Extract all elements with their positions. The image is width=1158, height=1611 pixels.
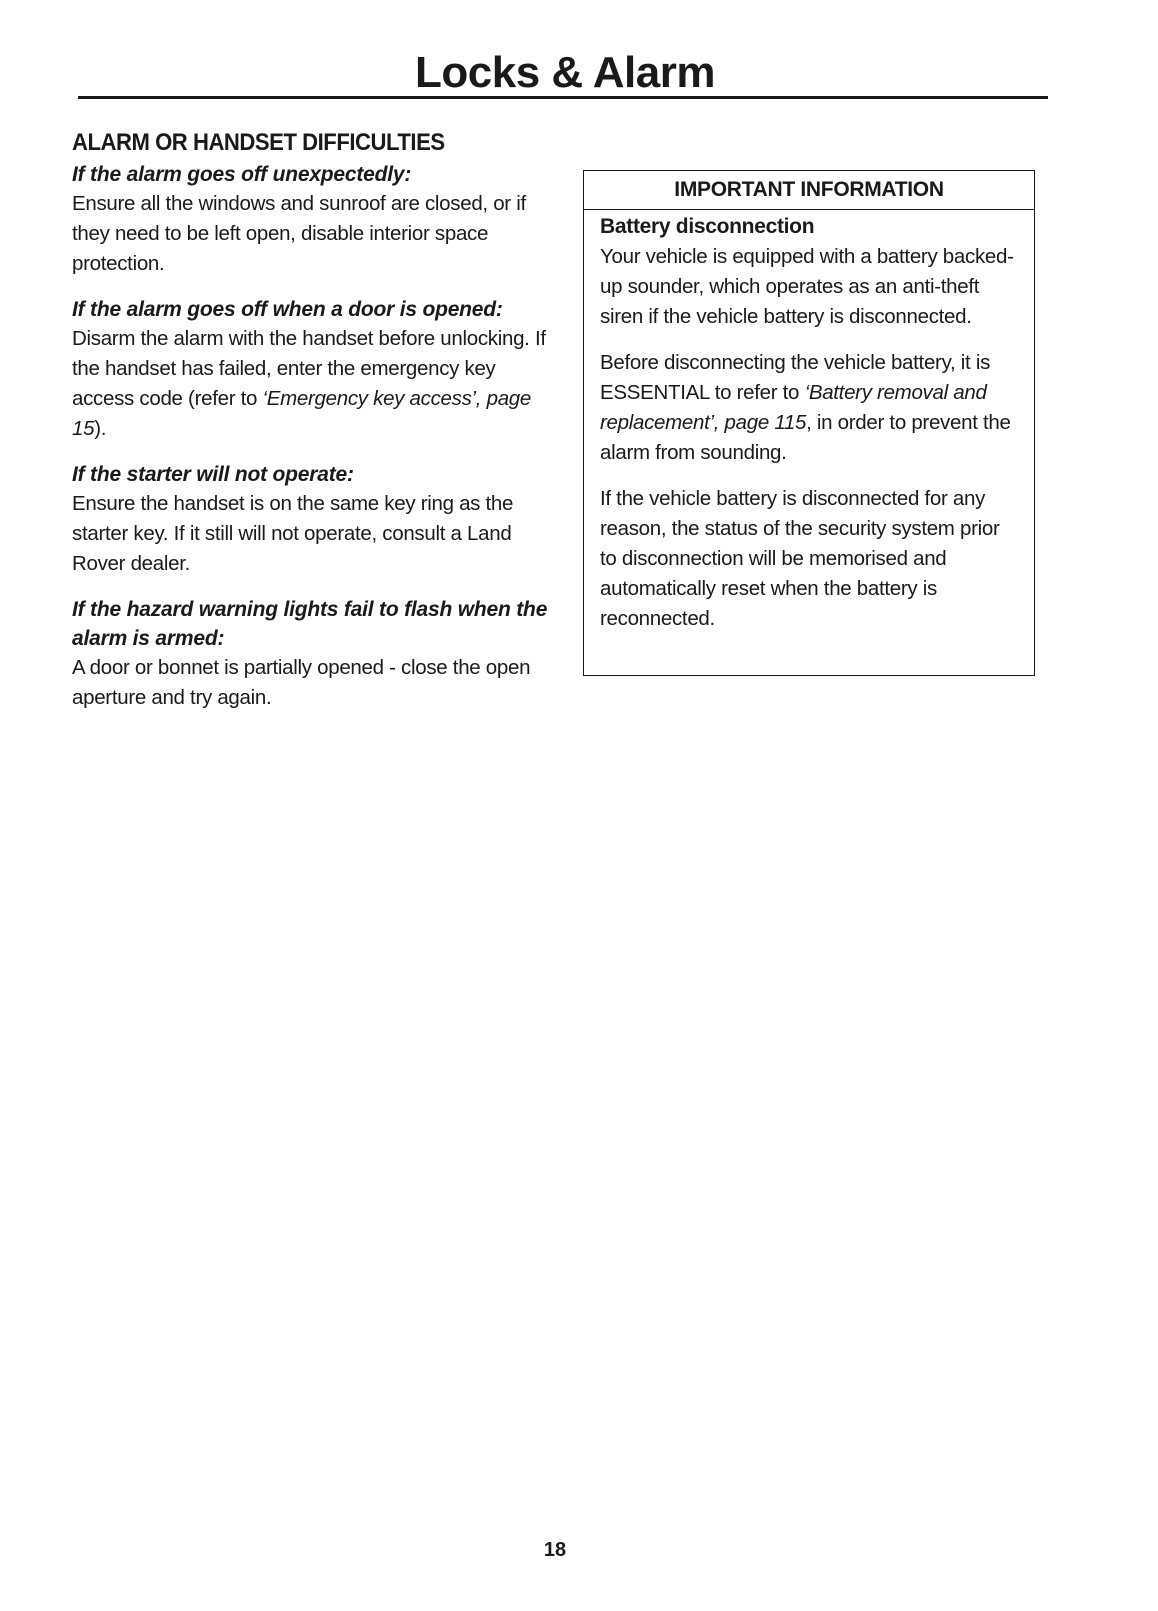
page-number: 18: [543, 1539, 567, 1561]
item-title: If the alarm goes off when a door is opened:: [72, 298, 503, 321]
cross-reference-link: ‘Emergency key access’, page 15: [72, 387, 531, 440]
info-paragraph-2-main: Before disconnecting the vehicle battery, it is ESSENTIAL to refer to: [600, 351, 991, 404]
troubleshoot-item-door-opened: [72, 295, 552, 444]
info-paragraph-3: If the vehicle battery is disconnected for any reason, the status of the security system prior to disconnection will be memorised and automatically reset when the battery is reconnected.: [600, 487, 1000, 630]
cross-reference-link: ‘Battery removal and replacement’, page 115: [600, 381, 987, 434]
item-title: If the starter will not operate:: [72, 463, 354, 486]
item-text-tail: ).: [94, 417, 107, 440]
section-heading: ALARM OR HANDSET DIFFICULTIES: [72, 129, 445, 156]
title-divider: [78, 96, 1048, 99]
item-text-main: Disarm the alarm with the handset before unlocking. If the handset has failed, enter the emergency key access code (refer to: [72, 327, 546, 410]
info-paragraph-1: Your vehicle is equipped with a battery backed-up sounder, which operates as an anti-theft siren if the vehicle battery is disconnected.: [600, 245, 1014, 328]
troubleshoot-item-hazard-lights: [72, 595, 552, 713]
item-text: Ensure all the windows and sunroof are closed, or if they need to be left open, disable interior space protection.: [72, 192, 526, 275]
item-title: If the alarm goes off unexpectedly:: [72, 163, 412, 186]
item-text: [72, 324, 552, 444]
info-paragraph-2: [600, 348, 1020, 468]
item-text: A door or bonnet is partially opened - close the open aperture and try again.: [72, 656, 531, 709]
troubleshoot-item-starter: [72, 460, 552, 579]
info-box-header: IMPORTANT INFORMATION: [584, 171, 1034, 210]
troubleshoot-item-unexpected-alarm: [72, 160, 552, 279]
item-text: Ensure the handset is on the same key ring as the starter key. If it still will not operate, consult a Land Rover dealer.: [72, 492, 514, 575]
important-information-box: [583, 170, 1035, 676]
page-title: Locks & Alarm: [415, 48, 715, 97]
info-box-body: [584, 210, 1034, 634]
left-column: [72, 128, 552, 729]
info-subheading: Battery disconnection: [600, 215, 815, 238]
item-title: If the hazard warning lights fail to flash when the alarm is armed:: [72, 598, 548, 650]
info-paragraph-2-tail: , in order to prevent the alarm from sounding.: [600, 411, 1011, 464]
